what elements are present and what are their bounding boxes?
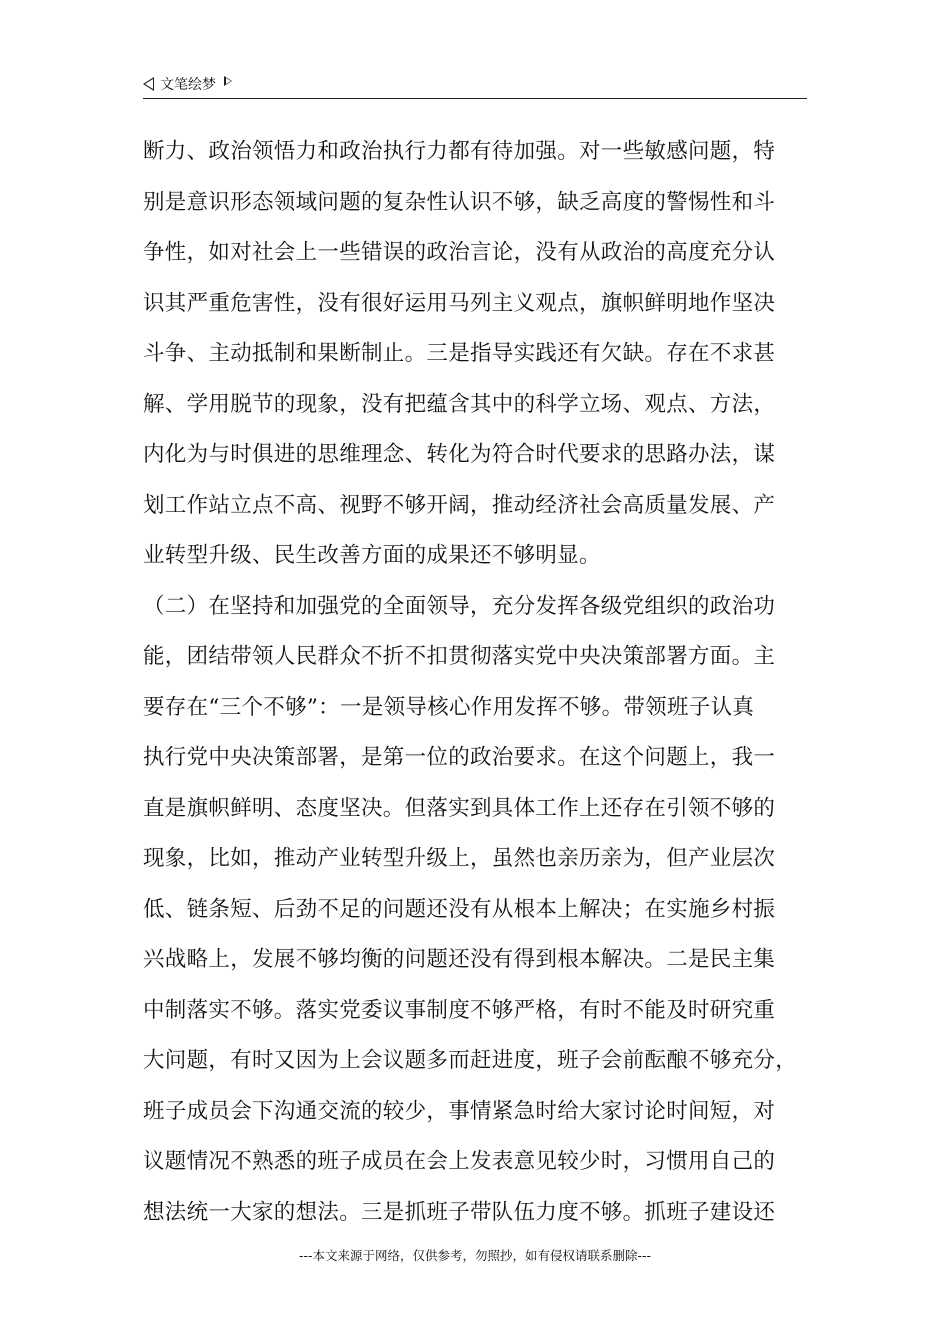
body-line: 要存在“三个不够”：一是领导核心作用发挥不够。带领班子认真 [143, 694, 755, 720]
body-line: 断力、政治领悟力和政治执行力都有待加强。对一些敏感问题，特 [143, 139, 776, 164]
footer-notice: ---本文来源于网络，仅供参考，勿照抄，如有侵权请联系删除--- [298, 1248, 652, 1263]
body-line: 班子成员会下沟通交流的较少，事情紧急时给大家讨论时间短，对 [143, 1098, 776, 1124]
body-line: 斗争、主动抵制和果断制止。三是指导实践还有欠缺。存在不求甚 [143, 341, 776, 366]
body-line: 划工作站立点不高、视野不够开阔，推动经济社会高质量发展、产 [143, 492, 776, 518]
page-header [143, 72, 807, 99]
body-line: 直是旗帜鲜明、态度坚决。但落实到具体工作上还存在引领不够的 [143, 795, 776, 821]
body-line: 争性，如对社会上一些错误的政治言论，没有从政治的高度充分认 [143, 240, 776, 265]
triangle-right-icon [224, 76, 232, 86]
body-line: 中制落实不够。落实党委议事制度不够严格，有时不能及时研究重 [143, 997, 776, 1023]
body-line: 低、链条短、后劲不足的问题还没有从根本上解决；在实施乡村振 [143, 896, 776, 922]
body-line: 议题情况不熟悉的班子成员在会上发表意见较少时，习惯用自己的 [143, 1149, 776, 1174]
body-line: 业转型升级、民生改善方面的成果还不够明显。 [143, 543, 601, 568]
body-line: 能，团结带领人民群众不折不扣贯彻落实党中央决策部署方面。主 [143, 644, 776, 669]
body-line: 内化为与时俱进的思维理念、转化为符合时代要求的思路办法，谋 [143, 442, 776, 467]
body-line: 现象，比如，推动产业转型升级上，虽然也亲历亲为，但产业层次 [143, 846, 776, 871]
body-line: 想法统一大家的想法。三是抓班子带队伍力度不够。抓班子建设还 [143, 1199, 776, 1225]
body-line: 执行党中央决策部署，是第一位的政治要求。在这个问题上，我一 [143, 745, 776, 770]
section-heading-line: （二）在坚持和加强党的全面领导，充分发挥各级党组织的政治功 [143, 593, 776, 619]
header-brand-group [143, 74, 232, 94]
body-line: 别是意识形态领域问题的复杂性认识不够，缺乏高度的警惕性和斗 [143, 189, 776, 215]
body-line: 兴战略上，发展不够均衡的问题还没有得到根本解决。二是民主集 [143, 947, 776, 972]
body-line: 识其严重危害性，没有很好运用马列主义观点，旗帜鲜明地作坚决 [143, 290, 776, 316]
body-line: 大问题，有时又因为上会议题多而赶进度，班子会前酝酿不够充分， [143, 1048, 798, 1073]
document-body [143, 134, 807, 1245]
triangle-left-icon [143, 77, 154, 91]
header-brand-text: 文笔绘梦 [160, 77, 216, 93]
body-line: 解、学用脱节的现象，没有把蕴含其中的科学立场、观点、方法， [143, 391, 776, 417]
